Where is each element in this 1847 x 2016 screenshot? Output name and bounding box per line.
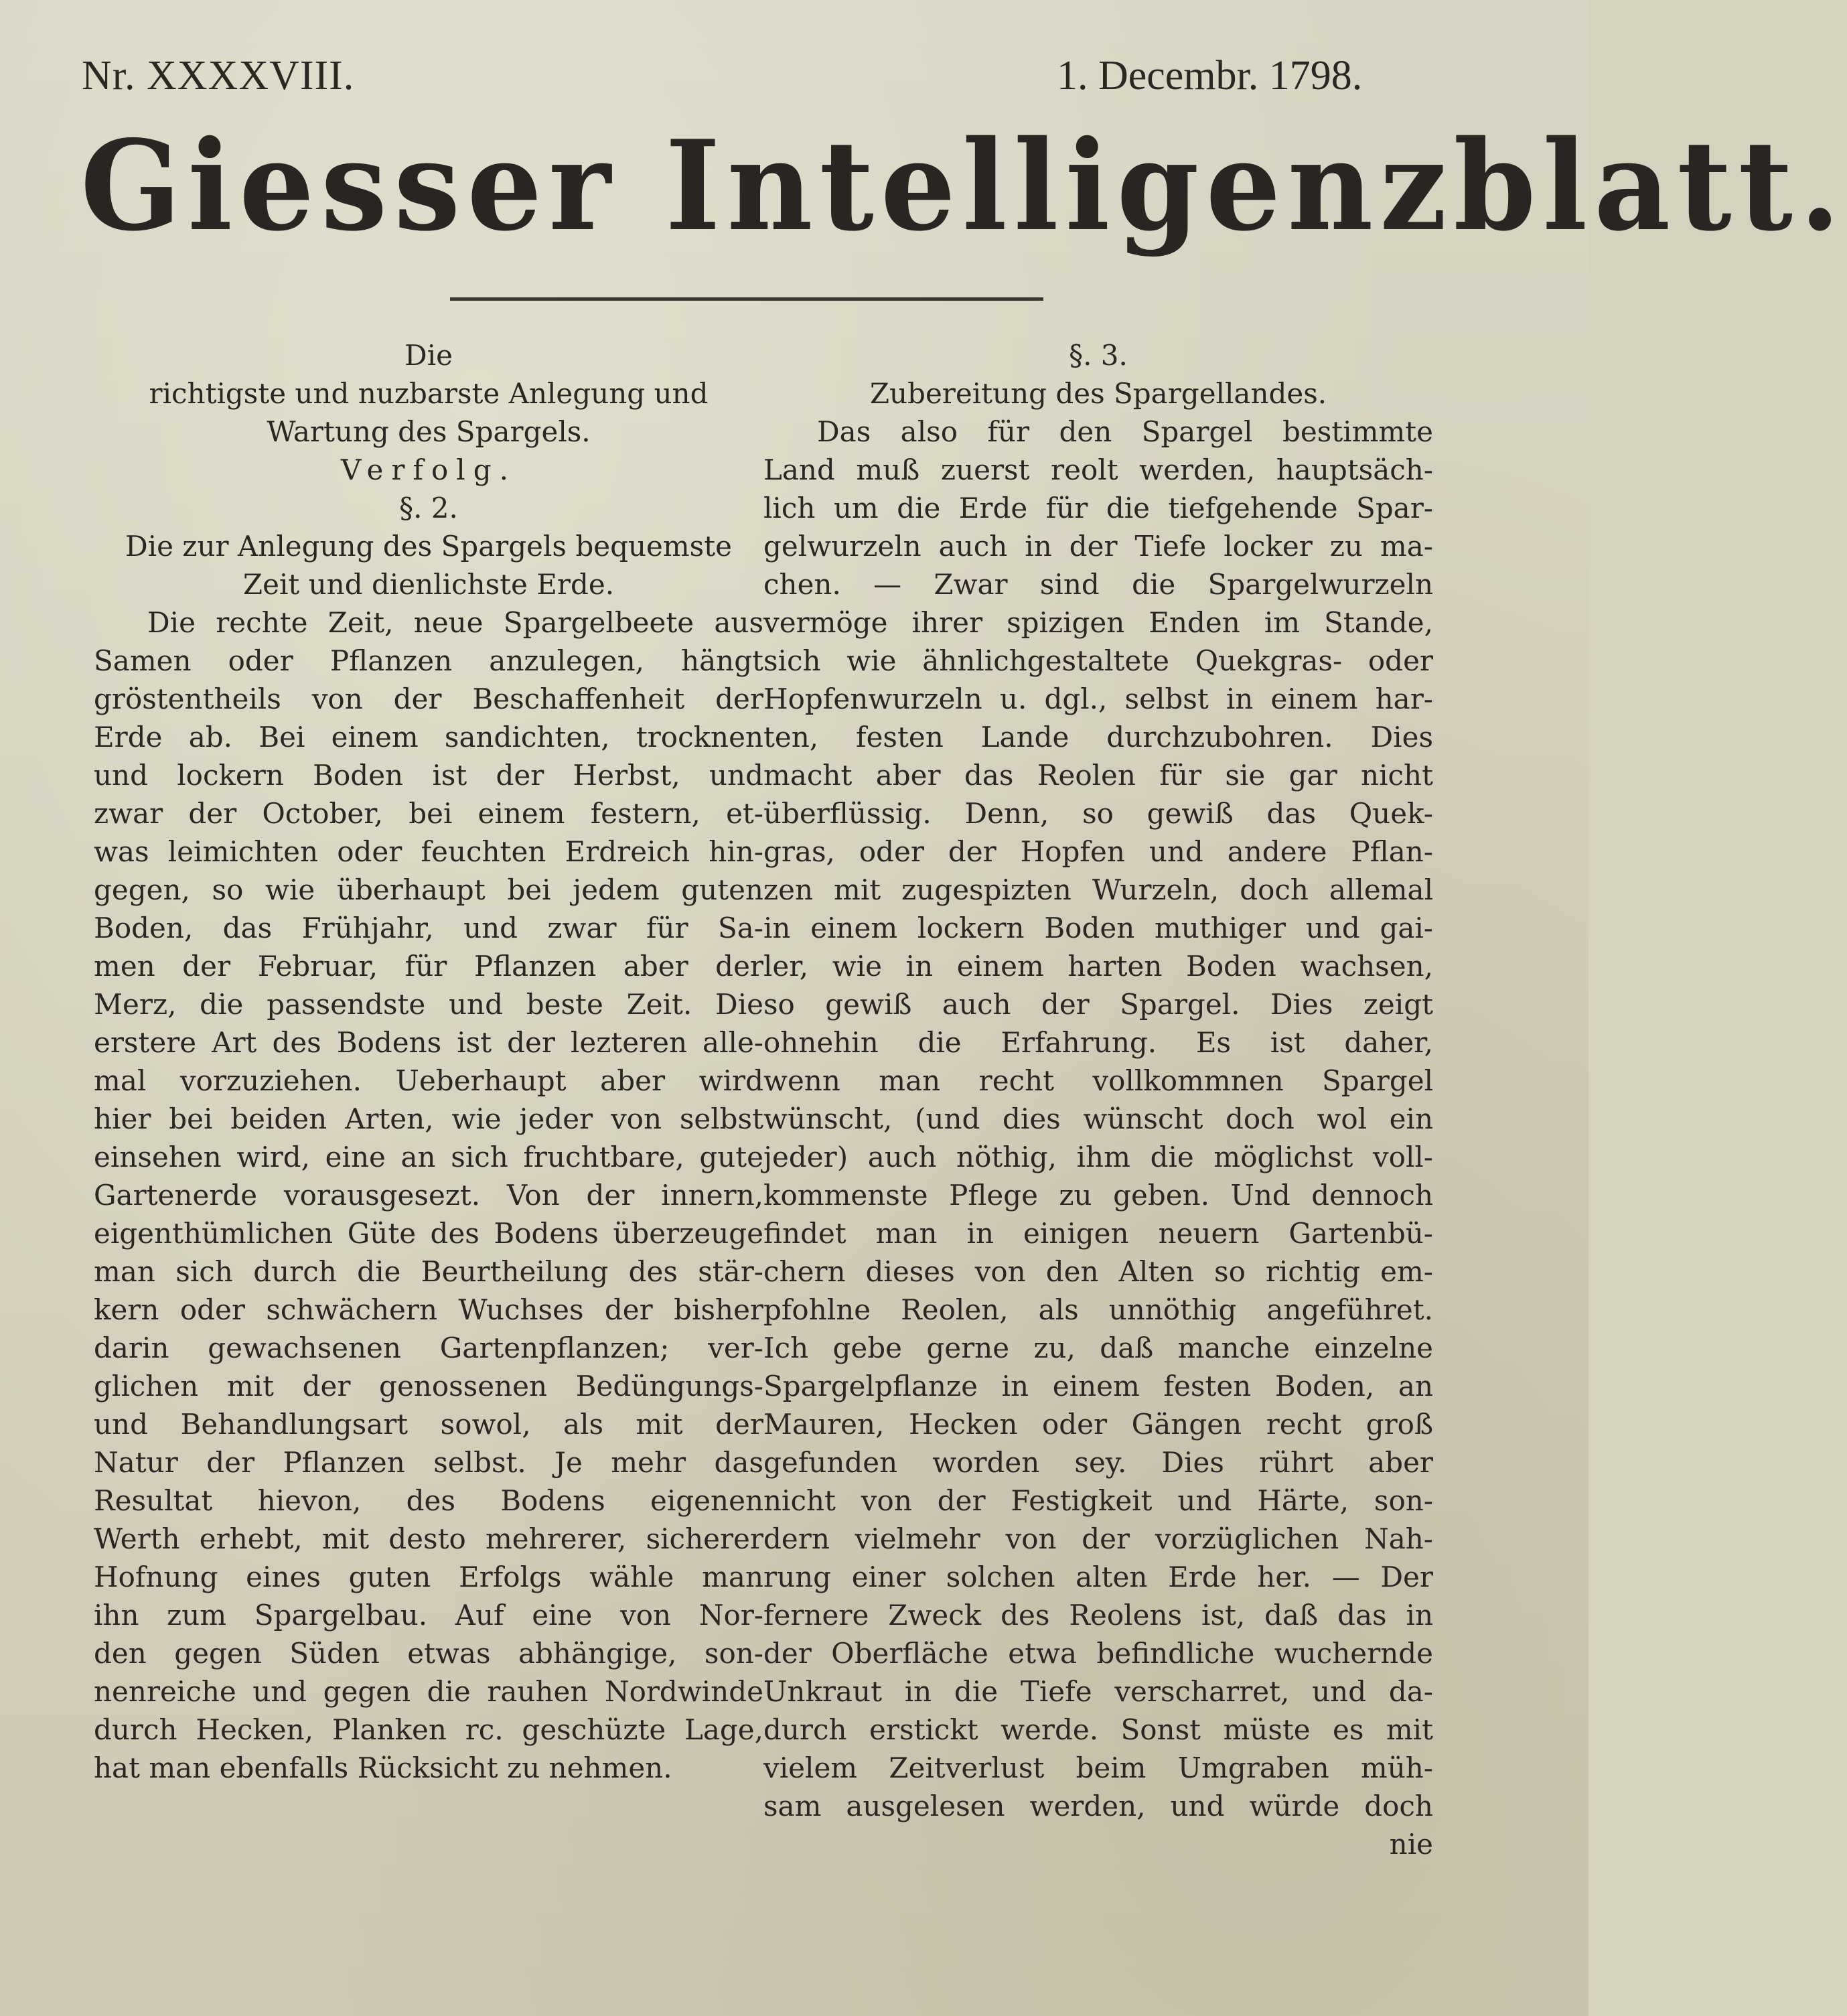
right-column-line: chen. — Zwar sind die Spargelwurzeln xyxy=(763,568,1433,601)
left-column-line: nenreiche und gegen die rauhen Nordwinde xyxy=(94,1675,763,1708)
left-column-line: gegen, so wie überhaupt bei jedem guten xyxy=(94,873,763,906)
right-column-line: ten, festen Lande durchzubohren. Dies xyxy=(763,721,1433,753)
left-column-line: Verfolg. xyxy=(341,453,516,486)
left-column-line: Gartenerde vorausgesezt. Von der innern, xyxy=(94,1179,763,1212)
left-column-line: mal vorzuziehen. Ueberhaupt aber wird xyxy=(94,1064,763,1097)
left-column-line: glichen mit der genossenen Bedüngungs- xyxy=(94,1370,763,1402)
right-column-line: wenn man recht vollkommnen Spargel xyxy=(763,1064,1433,1097)
right-column-line: lich um die Erde für die tiefgehende Spar- xyxy=(763,492,1433,524)
left-column-line: Zeit und dienlichste Erde. xyxy=(242,568,615,601)
right-column-line: Hopfenwurzeln u. dgl., selbst in einem har- xyxy=(763,682,1433,715)
right-column-line: Ich gebe gerne zu, daß manche einzelne xyxy=(763,1331,1433,1364)
left-column-line: erstere Art des Bodens ist der lezteren alle- xyxy=(94,1026,763,1059)
left-column-line: Die rechte Zeit, neue Spargelbeete aus xyxy=(147,606,763,639)
left-column-line: Hofnung eines guten Erfolgs wähle man xyxy=(94,1561,763,1593)
right-column-line: so gewiß auch der Spargel. Dies zeigt xyxy=(763,988,1433,1021)
right-column-line: dern vielmehr von der vorzüglichen Nah- xyxy=(763,1522,1433,1555)
left-column-line: men der Februar, für Pflanzen aber der xyxy=(94,950,763,983)
left-column-line: durch Hecken, Planken rc. geschüzte Lage, xyxy=(94,1713,763,1746)
right-column-line: macht aber das Reolen für sie gar nicht xyxy=(763,759,1433,792)
right-column-line: Mauren, Hecken oder Gängen recht groß xyxy=(763,1408,1433,1441)
right-column-line: rung einer solchen alten Erde her. — Der xyxy=(763,1561,1433,1593)
right-column-line: ohnehin die Erfahrung. Es ist daher, xyxy=(763,1026,1433,1059)
right-column-line: der Oberfläche etwa befindliche wuchernde xyxy=(763,1637,1433,1670)
masthead-title: Giesser Intelligenzblatt. xyxy=(80,113,1847,259)
right-column-line: Zubereitung des Spargellandes. xyxy=(869,377,1327,410)
right-column-line: Unkraut in die Tiefe verscharret, und da- xyxy=(763,1675,1433,1708)
left-column xyxy=(94,336,763,1787)
right-column-line: findet man in einigen neuern Gartenbü- xyxy=(763,1217,1433,1250)
right-column xyxy=(763,336,1433,1863)
right-column-line: überflüssig. Denn, so gewiß das Quek- xyxy=(763,797,1433,830)
left-column-line: gröstentheils von der Beschaffenheit der xyxy=(94,682,763,715)
right-column-line: nie xyxy=(1389,1828,1433,1861)
left-column-line: man sich durch die Beurtheilung des stär- xyxy=(94,1255,763,1288)
right-column-line: durch erstickt werde. Sonst müste es mit xyxy=(763,1713,1433,1746)
left-column-line: Erde ab. Bei einem sandichten, trocknen xyxy=(94,721,763,753)
left-column-line: Resultat hievon, des Bodens eigenen xyxy=(94,1484,763,1517)
left-column-line: Die xyxy=(404,339,453,372)
right-column-line: wünscht, (und dies wünscht doch wol ein xyxy=(763,1102,1433,1135)
left-column-line: Natur der Pflanzen selbst. Je mehr das xyxy=(94,1446,763,1479)
right-column-line: Land muß zuerst reolt werden, hauptsäch- xyxy=(763,453,1433,486)
left-column-line: kern oder schwächern Wuchses der bisher xyxy=(94,1293,763,1326)
right-column-line: in einem lockern Boden muthiger und gai- xyxy=(763,912,1433,944)
right-column-line: ler, wie in einem harten Boden wachsen, xyxy=(763,950,1433,983)
right-column-line: vielem Zeitverlust beim Umgraben müh- xyxy=(763,1751,1433,1784)
right-column-line: Spargelpflanze in einem festen Boden, an xyxy=(763,1370,1433,1402)
right-column-line: §. 3. xyxy=(1069,339,1128,372)
left-column-line: einsehen wird, eine an sich fruchtbare, gute xyxy=(94,1141,763,1173)
left-column-line: darin gewachsenen Gartenpflanzen; ver- xyxy=(94,1331,763,1364)
right-column-line: gelwurzeln auch in der Tiefe locker zu ma- xyxy=(763,530,1433,563)
left-column-line: §. 2. xyxy=(399,492,458,524)
left-column-line: eigenthümlichen Güte des Bodens überzeuge xyxy=(94,1217,763,1250)
right-column-line: pfohlne Reolen, als unnöthig angeführet. xyxy=(763,1293,1433,1326)
right-column-line: sich wie ähnlichgestaltete Quekgras- oder xyxy=(763,644,1433,677)
left-column-line: hat man ebenfalls Rücksicht zu nehmen. xyxy=(94,1751,672,1784)
left-column-line: Boden, das Frühjahr, und zwar für Sa- xyxy=(94,912,763,944)
right-column-line: zen mit zugespizten Wurzeln, doch allemal xyxy=(763,873,1433,906)
left-column-line: und lockern Boden ist der Herbst, und xyxy=(94,759,763,792)
left-column-line: ihn zum Spargelbau. Auf eine von Nor- xyxy=(94,1599,763,1632)
left-column-line: Wartung des Spargels. xyxy=(267,415,591,448)
masthead-rule xyxy=(450,297,1043,301)
left-column-line: hier bei beiden Arten, wie jeder von selbst xyxy=(94,1102,763,1135)
right-column-line: gefunden worden sey. Dies rührt aber xyxy=(763,1446,1433,1479)
left-column-line: und Behandlungsart sowol, als mit der xyxy=(94,1408,763,1441)
left-column-line: den gegen Süden etwas abhängige, son- xyxy=(94,1637,763,1670)
right-column-line: fernere Zweck des Reolens ist, daß das in xyxy=(763,1599,1433,1632)
right-column-line: chern dieses von den Alten so richtig em- xyxy=(763,1255,1433,1288)
left-column-line: richtigste und nuzbarste Anlegung und xyxy=(149,377,709,410)
right-column-line: jeder) auch nöthig, ihm die möglichst voll- xyxy=(763,1141,1433,1173)
right-column-line: Das also für den Spargel bestimmte xyxy=(817,415,1433,448)
left-column-line: Merz, die passendste und beste Zeit. Die xyxy=(94,988,763,1021)
issue-number: Nr. XXXXVIII. xyxy=(82,53,355,98)
left-column-line: was leimichten oder feuchten Erdreich hin- xyxy=(94,835,763,868)
issue-date: 1. Decembr. 1798. xyxy=(1057,53,1363,98)
left-column-line: Samen oder Pflanzen anzulegen, hängt xyxy=(94,644,763,677)
right-column-line: sam ausgelesen werden, und würde doch xyxy=(763,1790,1433,1822)
right-column-line: nicht von der Festigkeit und Härte, son- xyxy=(763,1484,1433,1517)
left-column-line: Werth erhebt, mit desto mehrerer, sicherer xyxy=(94,1522,763,1555)
right-column-line: gras, oder der Hopfen und andere Pflan- xyxy=(763,835,1433,868)
right-column-line: vermöge ihrer spizigen Enden im Stande, xyxy=(763,606,1433,639)
left-column-line: zwar der October, bei einem festern, et- xyxy=(94,797,763,830)
left-column-line: Die zur Anlegung des Spargels bequemste xyxy=(125,530,732,563)
right-column-line: kommenste Pflege zu geben. Und dennoch xyxy=(763,1179,1433,1212)
